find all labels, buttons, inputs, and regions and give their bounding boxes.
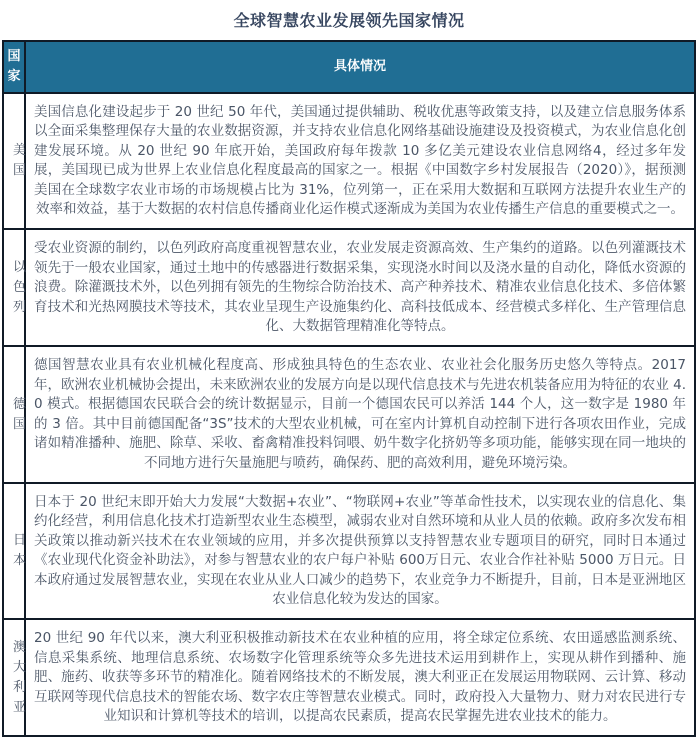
table-row-usa — [3, 93, 695, 229]
details-cell-israel: 受农业资源的制约，以色列政府高度重视智慧农业，农业发展走资源高效、生产集约的道路。以色列灌溉技术领先于一般农业国家，通过土地中的传感器进行数据采集，实现浇水时间以及浇水量的自动化，降低水资源的浪费。除灌溉技术外，以色列拥有领先的生物综合防治技术、高产种养技术、精准农业信息化技术、多倍体繁育技术和光热网膜技术等技术，其农业呈现生产设施集约化、高科技低成本、经营模式多样化、生产管理信息化、大数据管理精准化等特点。 — [25, 229, 695, 346]
table-row-israel — [3, 229, 695, 346]
details-column-header: 具体情况 — [25, 41, 695, 93]
details-cell-germany: 德国智慧农业具有农业机械化程度高、形成独具特色的生态农业、农业社会化服务历史悠久等特点。2017 年，欧洲农业机械协会提出，未来欧洲农业的发展方向是以现代信息技术与先进农机装备应用为特征的农业 4.0 模式。根据德国农民联合会的统计数据显示，目前一个德国农民可以养活 144 个人，这一数字是 1980 年的 3 倍。其中目前德国配备“3S”技术的大型农业机械，可在室内计算机自动控制下进行各项农田作业，完成诸如精准播种、施肥、除草、采收、畜禽精准投料饲喂、奶牛数字化挤奶等多项功能，能够实现在同一地块的不同地方进行矢量施肥与喷药，确保药、肥的高效利用，避免环境污染。 — [25, 346, 695, 482]
country-cell-australia: 澳大利亚 — [3, 619, 25, 736]
country-cell-japan: 日本 — [3, 483, 25, 619]
details-cell-australia: 20 世纪 90 年代以来，澳大利亚积极推动新技术在农业种植的应用，将全球定位系统、农田遥感监测系统、信息采集系统、地理信息系统、农场数字化管理系统等众多先进技术运用到耕作上，实现从耕作到播种、施肥、施药、收获等多环节的精准化。随着网络技术的不断发展，澳大利亚正在发展运用物联网、云计算、移动互联网等现代信息技术的智能农场、数字农庄等智慧农业模式。同时，政府投入大量物力、财力对农民进行专业知识和计算机等技术的培训，以提高农民素质，提高农民掌握先进农业技术的能力。 — [25, 619, 695, 736]
table-body — [3, 93, 695, 736]
details-cell-usa: 美国信息化建设起步于 20 世纪 50 年代，美国通过提供辅助、税收优惠等政策支持，以及建立信息服务体系以全面采集整理保存大量的农业数据资源，并支持农业信息化网络基础设施建设及投资模式，为农业信息化创建发展环境。从 20 世纪 90 年底开始，美国政府每年拨款 10 多亿美元建设农业信息网络4，经过多年发展，美国现已成为世界上农业信息化程度最高的国家之一。根据《中国数字乡村发展报告（2020）》，据预测美国在全球数字农业市场的市场规模占比为 31%，位列第一，正在采用大数据和互联网方法提升农业生产的效率和效益，基于大数据的农村信息传播商业化运作模式逐渐成为美国为农业传播生产信息的重要模式之一。 — [25, 93, 695, 229]
details-cell-japan: 日本于 20 世纪末即开始大力发展“大数据+农业”、“物联网+农业”等革命性技术，以实现农业的信息化、集约化经营，利用信息化技术打造新型农业生态模型，减弱农业对自然环境和从业人员的依赖。政府多次发布相关政策以推动新兴技术在农业领域的应用，并多次提供预算以支持智慧农业专题项目的研究，同时日本通过《农业现代化资金补助法》，对参与智慧农业的农户每户补贴 600万日元、农业合作社补贴 5000 万日元。日本政府通过发展智慧农业，实现在农业从业人口减少的趋势下，农业竞争力不断提升，目前，日本是亚洲地区农业信息化较为发达的国家。 — [25, 483, 695, 619]
countries-table — [2, 40, 696, 737]
table-row-australia — [3, 619, 695, 736]
country-cell-israel: 以色列 — [3, 229, 25, 346]
country-cell-germany: 德国 — [3, 346, 25, 482]
country-column-header: 国家 — [3, 41, 25, 93]
table-row-japan — [3, 483, 695, 619]
page-title: 全球智慧农业发展领先国家情况 — [233, 11, 465, 30]
table-row-germany — [3, 346, 695, 482]
header-row — [3, 41, 695, 93]
table-header — [3, 41, 695, 93]
country-cell-usa: 美国 — [3, 93, 25, 229]
